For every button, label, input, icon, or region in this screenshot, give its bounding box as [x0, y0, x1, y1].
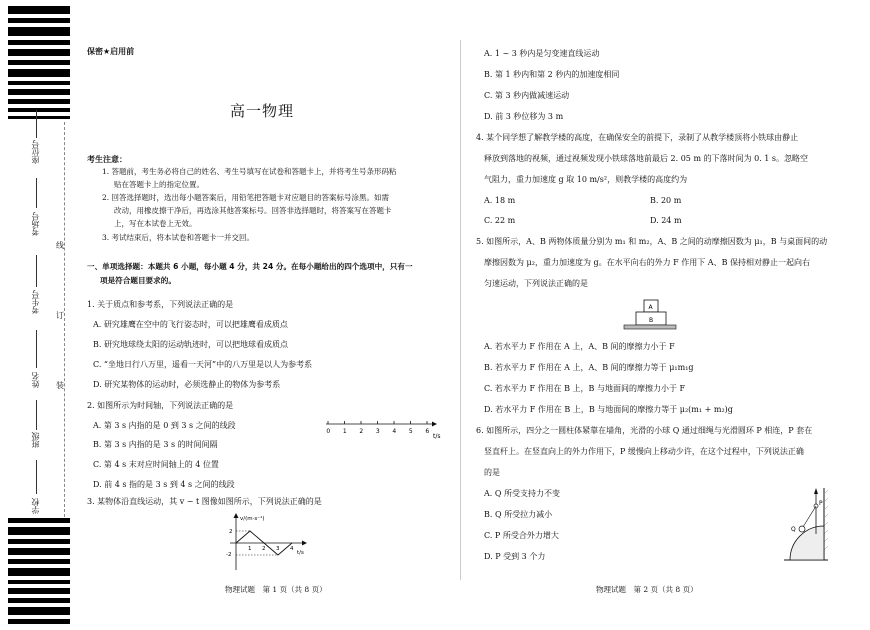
axis-tick-label: 4: [392, 428, 397, 435]
field-exam-room-line: [36, 178, 37, 208]
secret-label: 保密★启用前: [87, 47, 135, 56]
note-line: 改动，用橡皮擦干净后，再选涂其他答案标号。回答非选择题时，将答案写在答题卡: [114, 206, 392, 215]
field-name-line: [36, 330, 37, 368]
q6-option-d: D. P 受到 3 个力: [484, 552, 546, 561]
q1-option-c: C. “坐地日行八万里，遥看一天河”中的八万里是以人为参考系: [93, 360, 313, 369]
field-class: 班级: [31, 432, 40, 448]
q5-stem-cont: 匀速运动，下列说法正确的是: [484, 279, 588, 288]
axis-unit: t/s: [433, 433, 441, 440]
time-axis-figure: [320, 416, 445, 442]
table-surface: [624, 325, 676, 329]
graph-ylabel: v/(m·s⁻¹): [240, 516, 265, 522]
blocks-figure: [622, 297, 678, 331]
q1-option-d: D. 研究某物体的运动时，必须选静止的物体为参考系: [93, 380, 281, 389]
ball-q: [799, 526, 805, 532]
q4-stem-cont: 气阻力，重力加速度 g 取 10 m/s²，则教学楼的高度约为: [484, 175, 688, 184]
field-exam-room: 考场号: [31, 212, 40, 236]
field-name: 姓名: [31, 372, 40, 388]
note-line: 3. 考试结束后，将本试卷和答题卡一并交回。: [102, 233, 255, 242]
page1-footer: 物理试题 第 1 页（共 8 页）: [225, 585, 327, 594]
axis-tick-label: 2: [359, 428, 364, 435]
binding-mark-bind: 装: [56, 381, 64, 390]
field-school-line: [36, 460, 37, 494]
q6-option-c: C. P 所受合外力增大: [484, 531, 559, 540]
q2-option-d: D. 前 4 s 指的是 3 s 到 4 s 之间的线段: [93, 480, 235, 489]
graph-xtick: 1: [248, 546, 252, 552]
page2-footer: 物理试题 第 2 页（共 8 页）: [596, 585, 698, 594]
note-line: 1. 答题前，考生务必将自己的姓名、考生号填写在试卷和答题卡上，并将考生号条形码粘: [102, 167, 397, 176]
q5-option-c: C. 若水平力 F 作用在 B 上，B 与地面间的摩擦力小于 F: [484, 384, 686, 393]
field-seat-number: 座位号: [31, 140, 40, 164]
section-title-cont: 项是符合题目要求的。: [100, 276, 176, 285]
q3-option-d: D. 前 3 秒位移为 3 m: [484, 112, 564, 121]
q5-option-a: A. 若水平力 F 作用在 A 上，A、B 间的摩擦力小于 F: [484, 342, 675, 351]
q1-stem: 1. 关于质点和参考系，下列说法正确的是: [87, 300, 234, 309]
graph-xtick: 4: [290, 546, 294, 552]
q3-option-b: B. 第 1 秒内和第 2 秒内的加速度相同: [484, 70, 620, 79]
q3-option-c: C. 第 3 秒内做减速运动: [484, 91, 570, 100]
q2-stem: 2. 如图所示为时间轴，下列说法正确的是: [87, 401, 234, 410]
q3-stem: 3. 某物体沿直线运动，其 v − t 图像如图所示，下列说法正确的是: [87, 497, 322, 506]
cut-line: [64, 122, 65, 517]
page-divider: [460, 40, 461, 580]
page-title: 高一物理: [230, 102, 295, 120]
q2-option-a: A. 第 3 s 内指的是 0 到 3 s 之间的线段: [93, 421, 236, 430]
q6-option-a: A. Q 所受支持力不变: [484, 489, 560, 498]
notes-title: 考生注意：: [87, 155, 127, 164]
axis-tick-label: 0: [326, 428, 331, 435]
note-line: 2. 回答选择题时，选出每小题答案后，用铅笔把答题卡对应题目的答案标号涂黑。如需: [102, 193, 390, 202]
q2-option-b: B. 第 3 s 内指的是 3 s 的时间间隔: [93, 440, 218, 449]
field-seat-line: [36, 110, 37, 138]
q3-option-a: A. 1 ~ 3 秒内是匀变速直线运动: [484, 49, 600, 58]
section-title: 一、单项选择题：本题共 6 小题，每小题 4 分，共 24 分。在每小题给出的四个选项中，只有一: [87, 262, 413, 271]
field-student-id: 考生号: [31, 290, 40, 314]
svg-text:Q: Q: [791, 526, 796, 533]
q5-option-b: B. 若水平力 F 作用在 A 上，A、B 间的摩擦力等于 μ₁m₁g: [484, 363, 694, 372]
q2-option-c: C. 第 4 s 末对应时间轴上的 4 位置: [93, 460, 219, 469]
axis-tick-label: 1: [342, 428, 347, 435]
q4-stem-cont: 释放到落地的视频，通过视频发现小铁球落地前最后 2. 05 m 的下落时间为 0. 1 s。忽略空: [484, 154, 809, 163]
string: [803, 506, 816, 527]
field-class-line: [36, 400, 37, 430]
note-line: 上，写在本试卷上无效。: [114, 219, 197, 228]
q4-option-d: D. 24 m: [650, 216, 682, 225]
vt-graph: [226, 512, 316, 572]
field-student-id-line: [36, 255, 37, 287]
q1-option-a: A. 研究雄鹰在空中的飞行姿态时，可以把雄鹰看成质点: [93, 320, 288, 329]
q6-stem: 6. 如图所示，四分之一圆柱体紧靠在墙角，光滑的小球 Q 通过细绳与光滑圆环 P 相连，P 套在: [476, 426, 813, 435]
graph-ytick-pos: 2: [229, 529, 233, 535]
q4-option-b: B. 20 m: [650, 196, 682, 205]
q5-option-d: D. 若水平力 F 作用在 B 上，B 与地面间的摩擦力等于 μ₂(m₁ + m₂)g: [484, 405, 733, 414]
q4-option-c: C. 22 m: [484, 216, 516, 225]
q6-stem-cont: 的是: [484, 468, 500, 477]
cylinder-figure: [780, 484, 832, 564]
q1-option-b: B. 研究地球绕太阳的运动轨迹时，可以把地球看成质点: [93, 340, 288, 349]
q6-option-b: B. Q 所受拉力减小: [484, 510, 553, 519]
axis-tick-label: 5: [408, 428, 413, 435]
q6-stem-cont: 竖直杆上。在竖直向上的外力作用下，P 缓慢向上移动少许，在这个过程中，下列说法正确: [484, 447, 804, 456]
q4-option-a: A. 18 m: [484, 196, 516, 205]
svg-text:P: P: [819, 500, 823, 507]
svg-text:B: B: [649, 317, 654, 324]
graph-xlabel: t/s: [297, 550, 304, 556]
graph-xtick: 2: [262, 546, 266, 552]
axis-tick-label: 3: [375, 428, 380, 435]
q4-stem: 4. 某个同学想了解教学楼的高度，在确保安全的前提下，录制了从教学楼顶将小铁球由静止: [476, 133, 799, 142]
binding-mark-line: 线: [56, 241, 64, 250]
graph-ytick-neg: -2: [226, 552, 232, 558]
binding-mark-order: 订: [56, 311, 64, 320]
q5-stem: 5. 如图所示，A、B 两物体质量分别为 m₁ 和 m₂，A、B 之间的动摩擦因数为 μ₁，B 与桌面间的动: [476, 237, 828, 246]
field-school: 学校: [31, 498, 40, 514]
graph-xtick: 3: [276, 546, 280, 552]
axis-tick-label: 6: [425, 428, 430, 435]
note-line: 贴在答题卡上的指定位置。: [114, 180, 204, 189]
svg-text:A: A: [648, 304, 653, 311]
q5-stem-cont: 摩擦因数为 μ₂，重力加速度为 g。在水平向右的外力 F 作用下 A、B 保持相对静止一起向右: [484, 258, 810, 267]
